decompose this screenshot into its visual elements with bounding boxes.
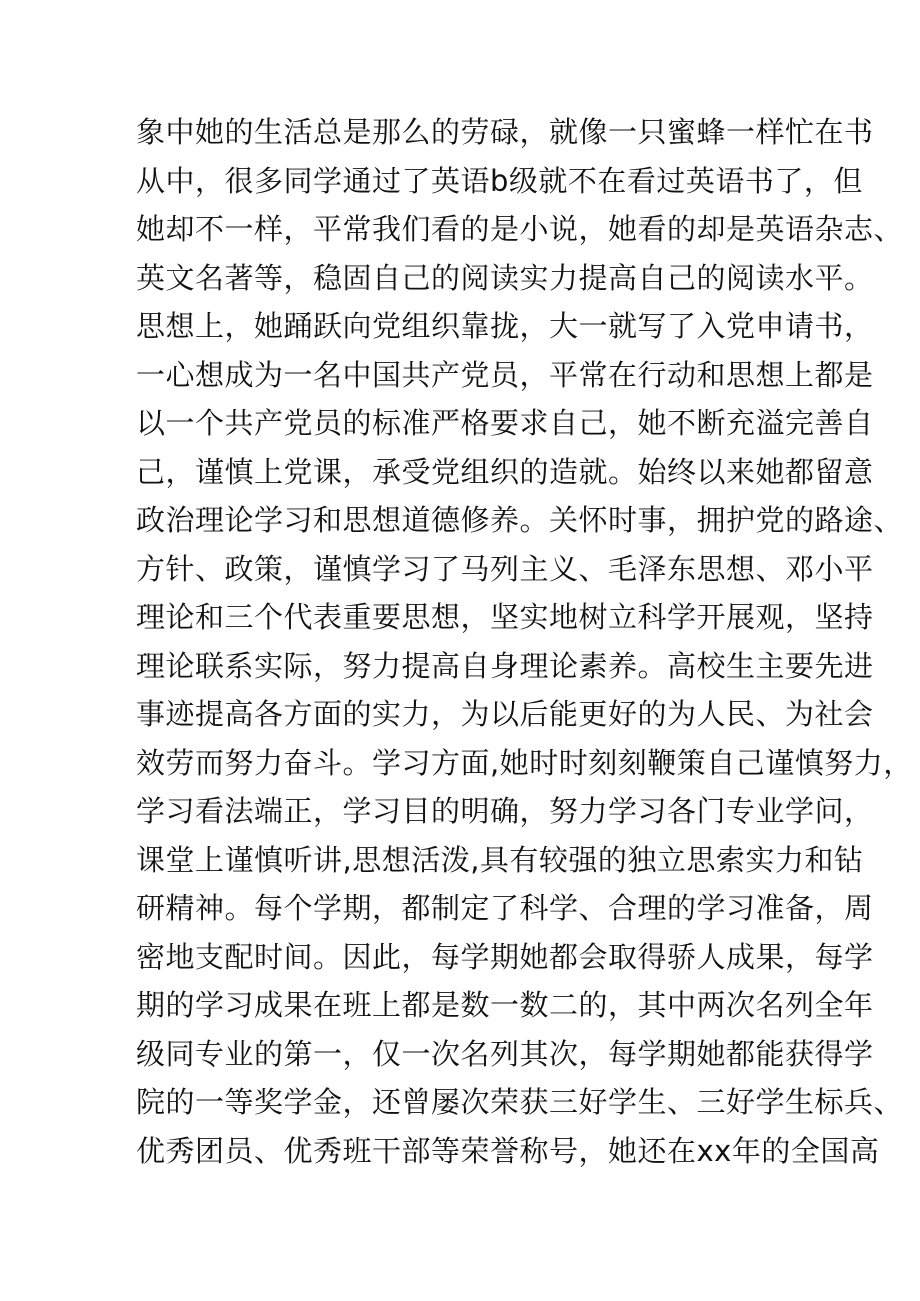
text-line: 英文名著等，稳固自己的阅读实力提高自己的阅读水平。 (136, 260, 874, 295)
text-line: 象中她的生活总是那么的劳碌，就像一只蜜蜂一样忙在书 (136, 115, 874, 149)
text-line: 理论联系实际，努力提高自身理论素养。高校生主要先进 (136, 648, 874, 683)
text-line: 理论和三个代表重要思想，坚实地树立科学开展观，坚持 (136, 600, 874, 634)
text-line: 研精神。每个学期，都制定了科学、合理的学习准备，周 (136, 891, 874, 925)
text-line: 一心想成为一名中国共产党员，平常在行动和思想上都是 (136, 357, 874, 392)
text-line: 期的学习成果在班上都是数一数二的，其中两次名列全年 (136, 988, 874, 1022)
text-line: 事迹提高各方面的实力，为以后能更好的为人民、为社会 (136, 697, 874, 731)
text-line: 己，谨慎上党课，承受党组织的造就。始终以来她都留意 (136, 454, 874, 489)
text-line: 优秀团员、优秀班干部等荣誉称号，她还在xx年的全国高 (136, 1133, 880, 1168)
text-line: 政治理论学习和思想道德修养。关怀时事，拥护党的路途、 (136, 503, 904, 537)
text-line: 思想上，她踊跃向党组织靠拢，大一就写了入党申请书， (136, 309, 874, 343)
text-line: 方针、政策，谨慎学习了马列主义、毛泽东思想、邓小平 (136, 551, 874, 586)
text-line: 密地支配时间。因此，每学期她都会取得骄人成果，每学 (136, 939, 874, 974)
text-line: 课堂上谨慎听讲,思想活泼,具有较强的独立思索实力和钻 (136, 842, 864, 877)
text-line: 以一个共产党员的标准严格要求自己，她不断充溢完善自 (136, 406, 874, 440)
text-line: 级同专业的第一，仅一次名列其次，每学期她都能获得学 (136, 1036, 874, 1071)
text-line: 院的一等奖学金，还曾屡次荣获三好学生、三好学生标兵、 (136, 1085, 904, 1119)
text-line: 从中，很多同学通过了英语b级就不在看过英语书了，但 (136, 163, 863, 198)
text-line: 学习看法端正，学习目的明确，努力学习各门专业学问， (136, 794, 874, 828)
text-line: 她却不一样，平常我们看的是小说，她看的却是英语杂志、 (136, 212, 904, 246)
text-line: 效劳而努力奋斗。学习方面,她时时刻刻鞭策自己谨慎努力， (136, 745, 913, 780)
body-text (136, 108, 913, 1175)
